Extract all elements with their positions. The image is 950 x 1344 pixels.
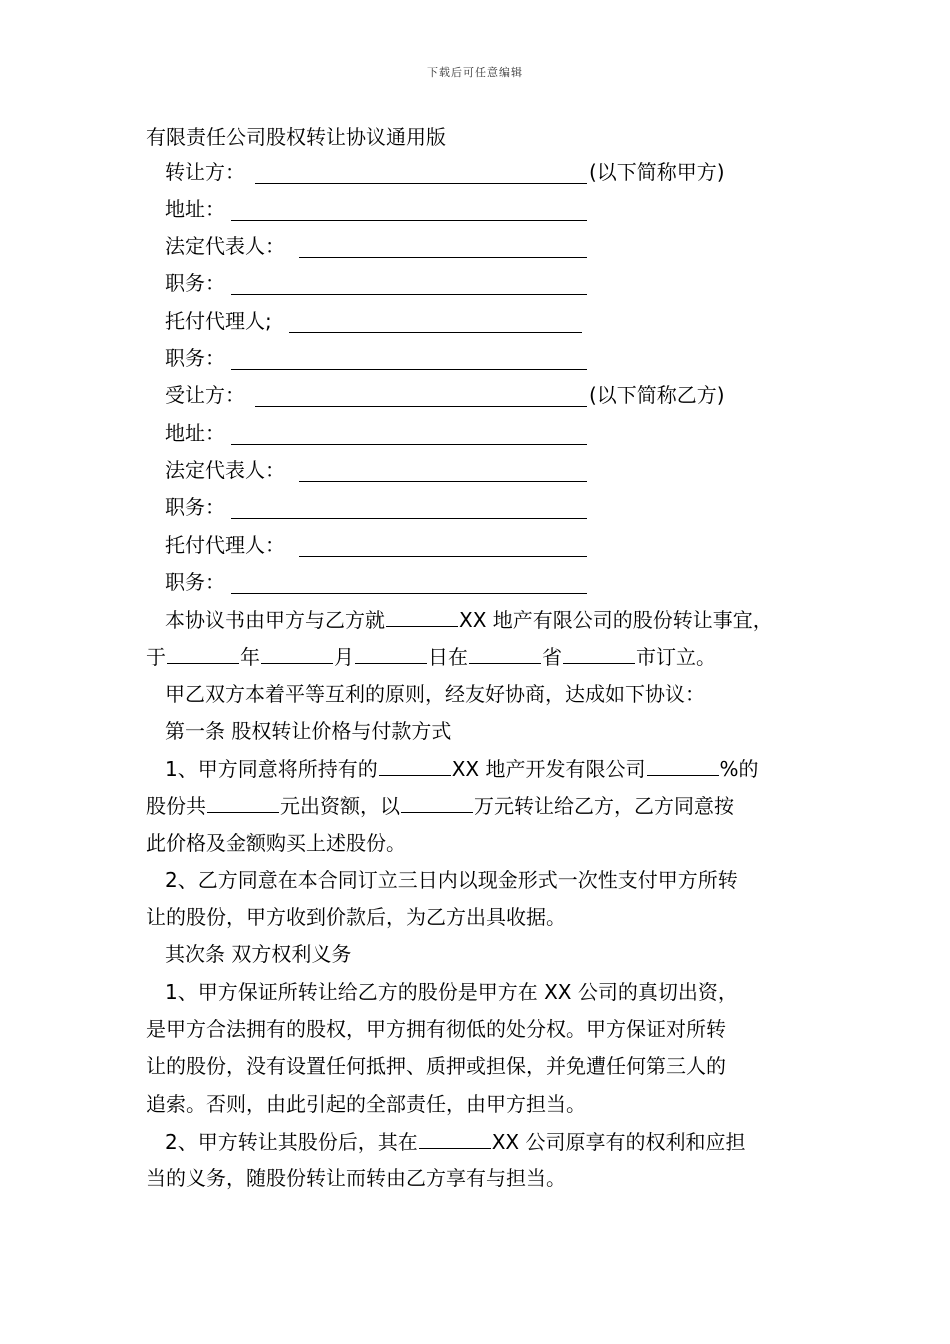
field-suffix: (以下简称乙方) [589,383,725,407]
text-segment: 元出资额，以 [280,794,400,818]
text-segment: XX 地产开发有限公司 [451,757,646,781]
blank-line [231,294,587,295]
blank-line [231,593,587,594]
article-2-heading: 其次条 双方权利义务 [165,942,352,966]
article-2-item-1-line-2: 是甲方合法拥有的股权，甲方拥有彻低的处分权。甲方保证对所转 [146,1017,726,1041]
text-segment: XX 公司原享有的权利和应担 [491,1130,746,1154]
text-segment: 市订立。 [636,645,716,669]
field-label: 托付代理人; [165,309,272,333]
article-1-item-2-line-1: 2、乙方同意在本合同订立三日内以现金形式一次性支付甲方所转 [165,868,738,892]
article-1-item-1-line-2 [146,790,734,821]
blank-line [299,556,587,557]
field-label: 职务： [165,271,225,295]
blank-line [261,641,333,664]
text-segment: 股份共 [146,794,206,818]
field-label: 转让方： [165,160,245,184]
blank-line [231,220,587,221]
blank-line [255,406,587,407]
blank-line [386,604,458,627]
blank-line [299,257,587,258]
blank-line [299,481,587,482]
field-label: 职务： [165,346,225,370]
intro-line-1 [165,604,773,635]
blank-line [207,790,279,813]
text-segment: 日在 [428,645,468,669]
text-segment: 省 [542,645,562,669]
article-1-item-2-line-2: 让的股份，甲方收到价款后，为乙方出具收据。 [146,905,566,929]
text-segment: 万元转让给乙方，乙方同意按 [474,794,734,818]
article-1-item-1-line-3: 此价格及金额购买上述股份。 [146,831,406,855]
blank-line [231,444,587,445]
intro-line-2 [146,641,716,672]
intro-line-3: 甲乙双方本着平等互利的原则，经友好协商，达成如下协议： [165,682,705,706]
field-suffix: (以下简称甲方) [589,160,725,184]
text-segment: 于 [146,645,166,669]
blank-line [647,753,719,776]
field-label: 法定代表人： [165,234,285,258]
field-label: 法定代表人： [165,458,285,482]
blank-line [231,369,587,370]
blank-line [355,641,427,664]
text-segment: 2、甲方转让其股份后，其在 [165,1130,418,1154]
blank-line [255,183,587,184]
field-label: 受让方： [165,383,245,407]
article-1-item-1-line-1 [165,753,759,784]
article-2-item-1-line-4: 追索。否则，由此引起的全部责任，由甲方担当。 [146,1092,586,1116]
text-segment: 1、甲方同意将所持有的 [165,757,378,781]
field-label: 职务： [165,495,225,519]
article-1-heading: 第一条 股权转让价格与付款方式 [165,719,452,743]
blank-line [231,518,587,519]
document-title: 有限责任公司股权转让协议通用版 [146,125,446,149]
blank-line [419,1126,491,1149]
text-segment: XX 地产有限公司的股份转让事宜， [459,608,773,632]
field-label: 地址： [165,421,225,445]
field-label: 托付代理人： [165,533,285,557]
field-label: 职务： [165,570,225,594]
page-header: 下载后可任意编辑 [427,66,523,79]
text-segment: %的 [719,757,759,781]
text-segment: 年 [240,645,260,669]
article-2-item-2-line-1 [165,1126,746,1157]
blank-line [167,641,239,664]
article-2-item-1-line-1: 1、甲方保证所转让给乙方的股份是甲方在 XX 公司的真切出资， [165,980,738,1004]
blank-line [401,790,473,813]
field-label: 地址： [165,197,225,221]
text-segment: 月 [334,645,354,669]
blank-line [469,641,541,664]
text-segment: 本协议书由甲方与乙方就 [165,608,385,632]
blank-line [289,332,582,333]
blank-line [379,753,451,776]
article-2-item-2-line-2: 当的义务，随股份转让而转由乙方享有与担当。 [146,1166,566,1190]
blank-line [563,641,635,664]
article-2-item-1-line-3: 让的股份，没有设置任何抵押、质押或担保，并免遭任何第三人的 [146,1054,726,1078]
